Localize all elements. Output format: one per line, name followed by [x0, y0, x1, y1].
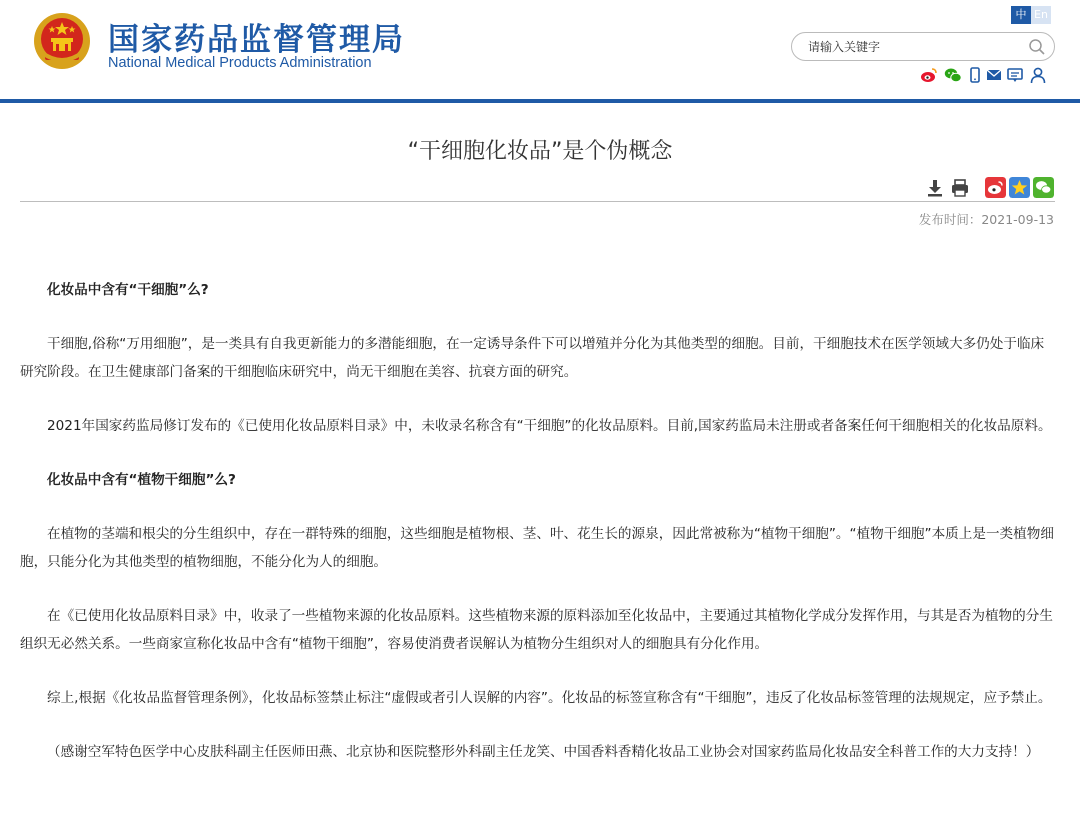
weibo-icon[interactable]	[920, 66, 938, 84]
publish-date: 发布时间：2021-09-13	[918, 212, 1054, 227]
paragraph: 干细胞,俗称“万用细胞”，是一类具有自我更新能力的多潜能细胞，在一定诱导条件下可以增殖并分化为其他类型的细胞。目前，干细胞技术在医学领域大多仍处于临床研究阶段。在卫生健康部门备案的干细胞临床研究中，尚无干细胞在美容、抗衰方面的研究。	[20, 336, 1045, 380]
mail-icon[interactable]	[985, 66, 1003, 84]
national-emblem-icon[interactable]	[33, 12, 91, 70]
section-heading-stem-cell: 化妆品中含有“干细胞”么?	[47, 282, 209, 298]
lang-en-button[interactable]: En	[1031, 6, 1051, 24]
download-icon[interactable]	[925, 178, 945, 198]
acknowledgement: （感谢空军特色医学中心皮肤科副主任医师田燕、北京协和医院整形外科副主任龙笑、中国香料香精化妆品工业协会对国家药监局化妆品安全科普工作的大力支持！）	[47, 744, 1040, 760]
search-box	[791, 32, 1055, 61]
qzone-share-icon[interactable]	[1009, 177, 1030, 198]
search-icon[interactable]	[1028, 38, 1046, 56]
wechat-icon[interactable]	[944, 66, 962, 84]
header-divider	[0, 99, 1080, 103]
title-divider	[20, 201, 1055, 202]
article-body	[20, 276, 1055, 766]
site-header	[0, 0, 1080, 100]
lang-zh-button[interactable]: 中	[1011, 6, 1031, 24]
paragraph: 2021年国家药监局修订发布的《已使用化妆品原料目录》中，未收录名称含有“干细胞”的化妆品原料。目前,国家药监局未注册或者备案任何干细胞相关的化妆品原料。	[47, 418, 1052, 434]
article-title: “干细胞化妆品”是个伪概念	[407, 139, 673, 164]
site-name-cn[interactable]: 国家药品监督管理局	[108, 22, 405, 58]
paragraph: 在植物的茎端和根尖的分生组织中，存在一群特殊的细胞，这些细胞是植物根、茎、叶、花生长的源泉，因此常被称为“植物干细胞”。“植物干细胞”本质上是一类植物细胞，只能分化为其他类型的植物细胞，不能分化为人的细胞。	[20, 526, 1054, 570]
message-icon[interactable]	[1006, 66, 1024, 84]
paragraph: 综上,根据《化妆品监督管理条例》，化妆品标签禁止标注“虚假或者引人误解的内容”。化妆品的标签宣称含有“干细胞”，违反了化妆品标签管理的法规规定，应予禁止。	[47, 690, 1052, 706]
weibo-share-icon[interactable]	[985, 177, 1006, 198]
user-icon[interactable]	[1029, 66, 1047, 84]
print-icon[interactable]	[950, 178, 970, 198]
wechat-share-icon[interactable]	[1033, 177, 1054, 198]
mobile-icon[interactable]	[966, 66, 984, 84]
search-input[interactable]	[808, 38, 1018, 56]
section-heading-plant-stem-cell: 化妆品中含有“植物干细胞”么?	[47, 472, 236, 488]
paragraph: 在《已使用化妆品原料目录》中，收录了一些植物来源的化妆品原料。这些植物来源的原料添加至化妆品中，主要通过其植物化学成分发挥作用，与其是否为植物的分生组织无必然关系。一些商家宣称化妆品中含有“植物干细胞”，容易使消费者误解认为植物分生组织对人的细胞具有分化作用。	[20, 608, 1053, 652]
site-name-en[interactable]: National Medical Products Administration	[108, 55, 372, 71]
